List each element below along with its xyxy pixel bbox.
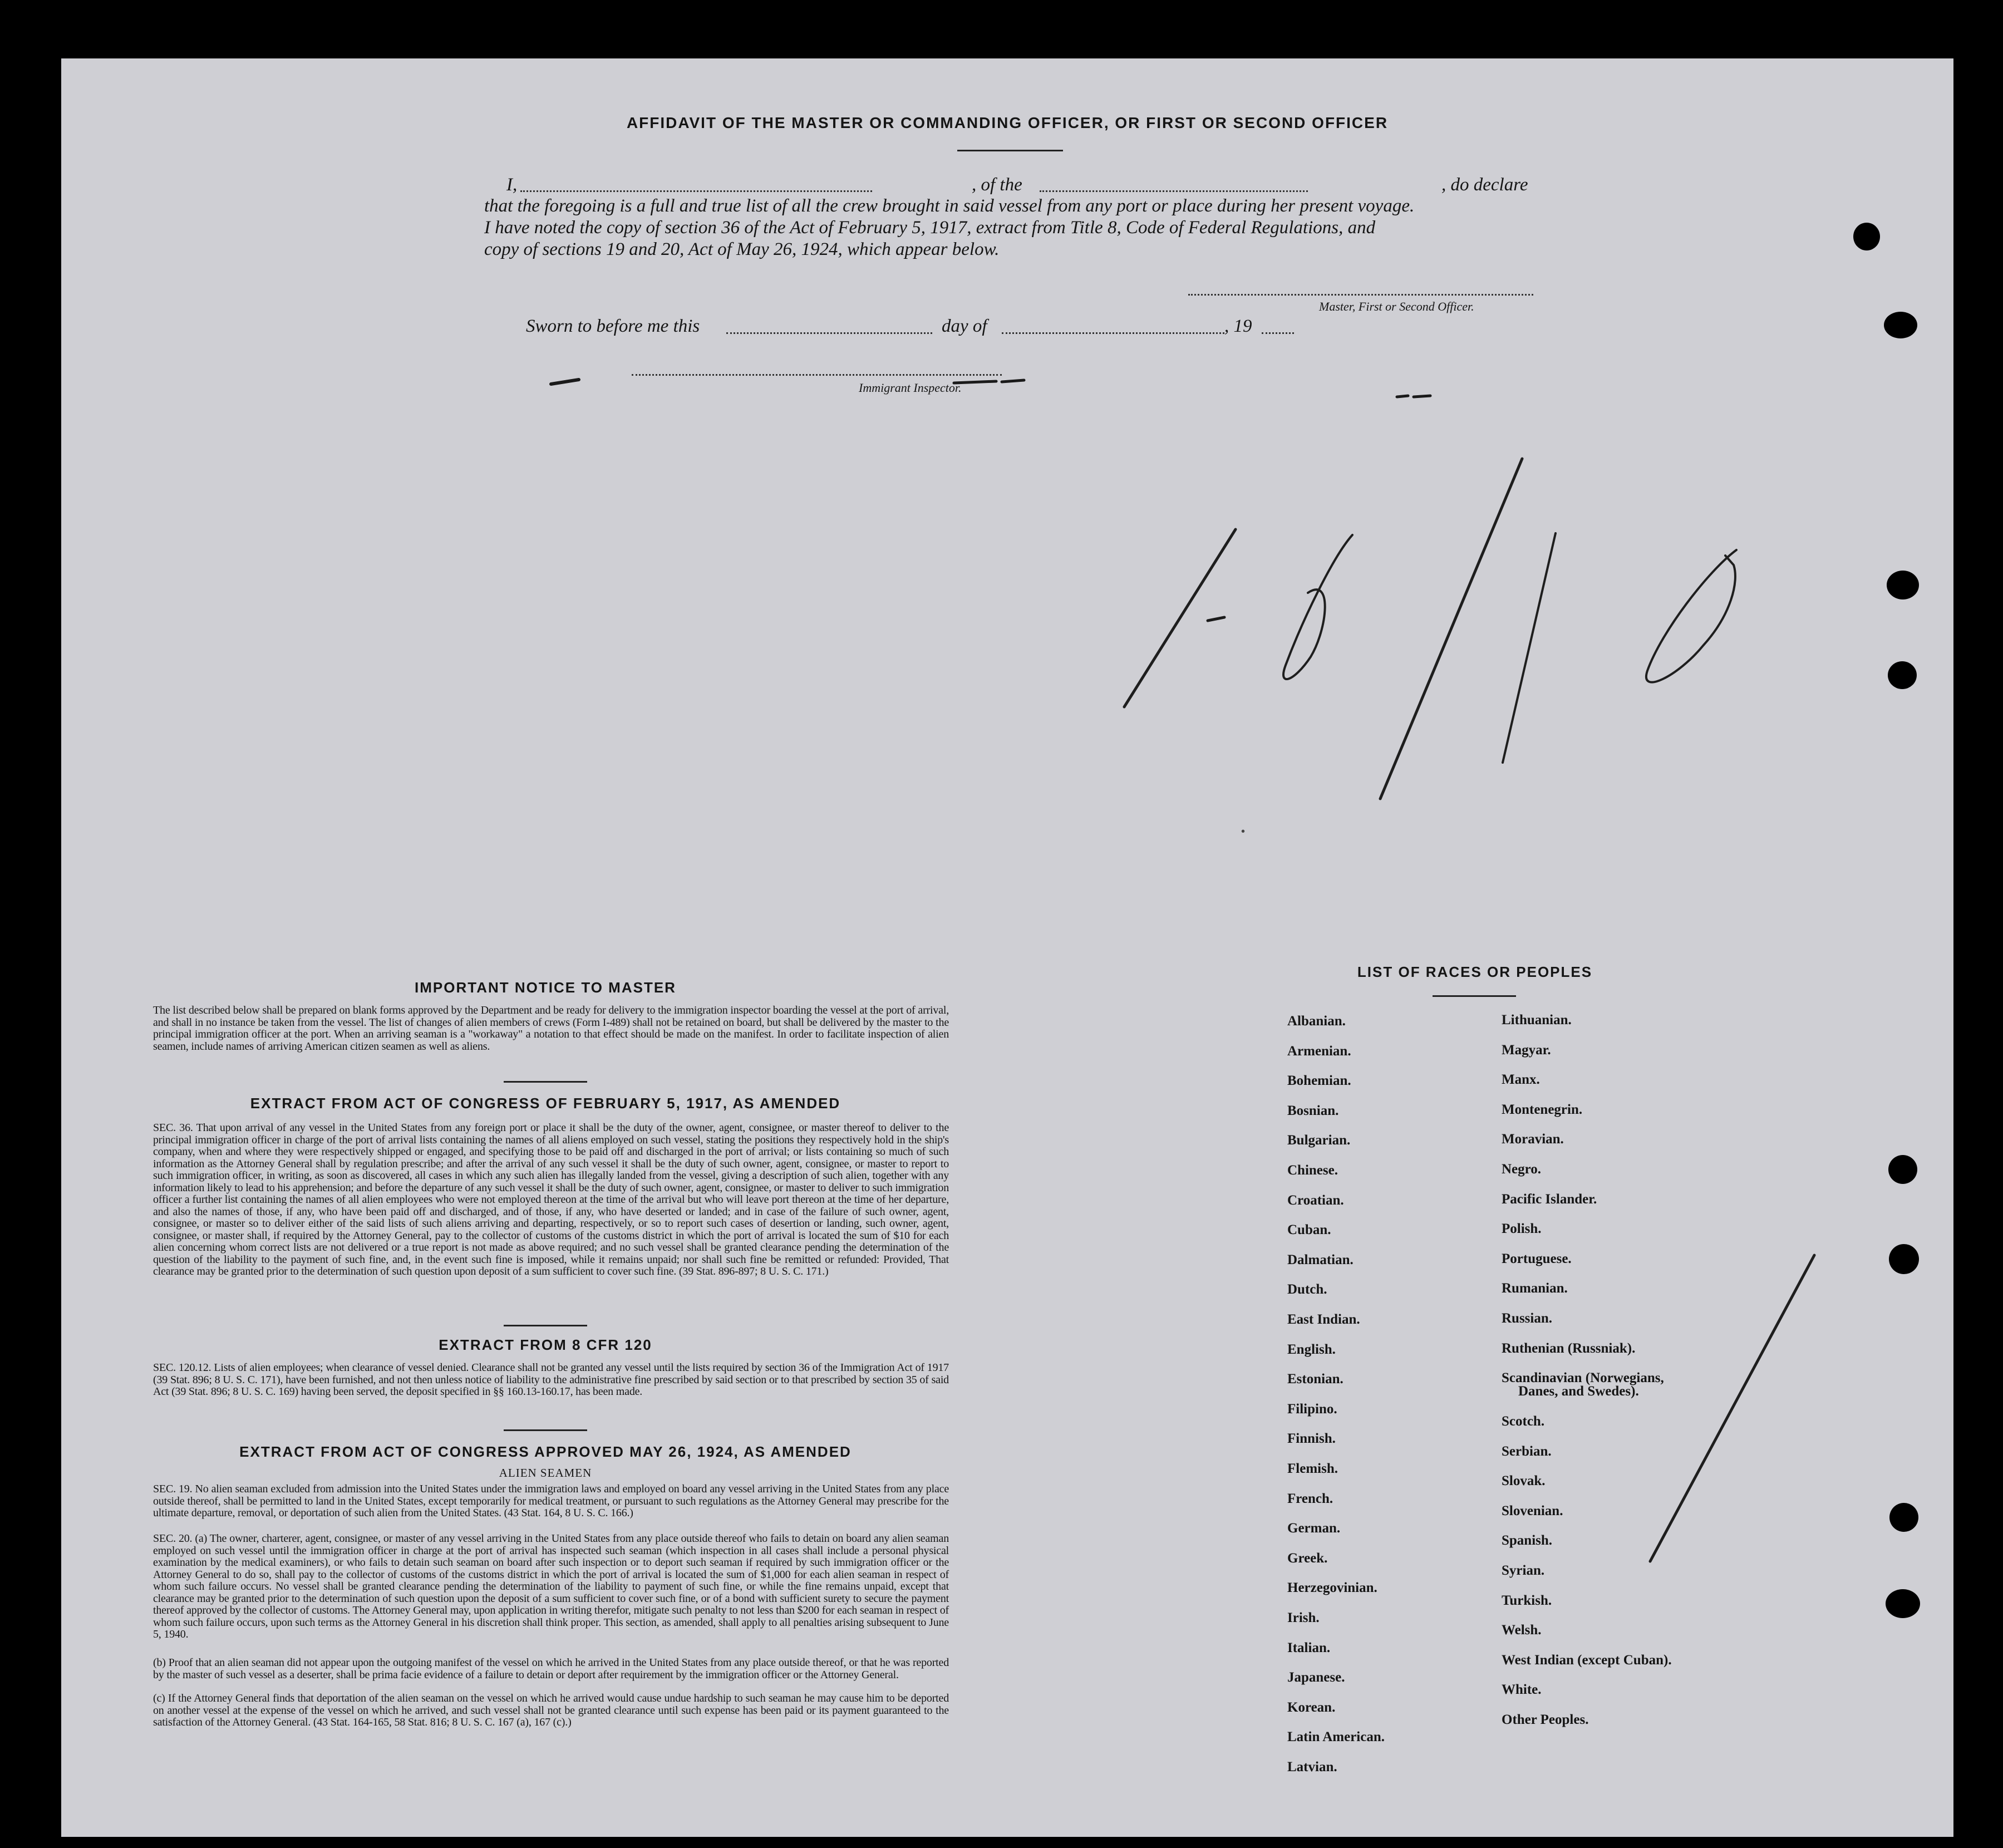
affidavit-line-1: that the foregoing is a full and true list of all the crew brought in said vessel from any port or place during her present voyage.: [484, 196, 1415, 216]
race-item: Serbian.: [1502, 1443, 1552, 1459]
race-item: Ruthenian (Russniak).: [1502, 1340, 1636, 1356]
race-item: Bulgarian.: [1287, 1133, 1351, 1148]
race-item: Magyar.: [1502, 1042, 1551, 1058]
race-item: West Indian (except Cuban).: [1502, 1652, 1672, 1668]
master-signature-label: Master, First or Second Officer.: [1319, 299, 1474, 313]
i-label: I,: [506, 175, 518, 195]
race-item: German.: [1287, 1521, 1341, 1536]
extract-1924-sec20b: (b) Proof that an alien seaman did not appear upon the outgoing manifest of the vessel on which he arrived in the United States from any place outside thereof, or that he was reported by the master of such vessel as a deserter, shall be prima facie evidence of a failure to detain or deport after requirement by the immigration officer or the Attorney General.: [153, 1657, 949, 1681]
sworn-label: Sworn to before me this: [526, 316, 700, 336]
race-item: Armenian.: [1287, 1043, 1351, 1059]
extract-1917-text: SEC. 36. That upon arrival of any vessel in the United States from any foreign port or place it shall be the duty of the owner, agent, consignee, or master thereof to deliver to the principal immigration officer in charge of the port of arrival lists containing the names of all aliens employed on such vessel, stating the positions they respectively hold in the ship's company, when and where they were respectively shipped or engaged, and specifying those to be paid off and discharged in the port of arrival; or lists containing so much of such information as the Attorney General shall by regulation prescribe; and after the arrival of any such vessel it shall be the duty of such owner, agent, consignee, or master to report to such immigration officer, in writing, as soon as discovered, all cases in which any such alien has illegally landed from the vessel, giving a description of such alien, together with any information likely to lead to his apprehension; and before the departure of any such vessel it shall be the duty of such owner, agent, consignee, or master to deliver to such immigration officer a further list containing the names of all alien employees who were not employed thereon at the time of the arrival but who will leave port thereon at the time of her departure, and also the names of those, if any, who have been paid off and discharged, and of those, if any, who have deserted or landed; and in case of the failure of such owner, agent, consignee, or master so to deliver either of the said lists of such aliens arriving and departing, respectively, or so to report such cases of desertion or landing, such owner, agent, consignee, or master shall, if required by the Attorney General, pay to the collector of customs of the customs district in which the port of arrival is located the sum of $10 for each alien concerning whom correct lists are not delivered or a true report is not made as above required; and no such vessel shall be granted clearance pending the determination of the question of the liability to the payment of such fine, and, in the event such fine is imposed, while it remains unpaid; nor shall such fine be remitted or refunded: Provided, That clearance may be granted prior to the determination of such question upon deposit of a sum sufficient to cover such fine. (39 Stat. 896-897; 8 U. S. C. 171.): [153, 1122, 949, 1277]
race-item: Dutch.: [1287, 1282, 1327, 1297]
extract-1924-sec20a: SEC. 20. (a) The owner, charterer, agent, consignee, or master of any vessel arriving in the United States from any place outside thereof who fails to detain on board any alien seaman employed on such vessel until the immigration officer in charge at the port of arrival has inspected such seaman (which inspection in all cases shall include a personal physical examination by the medical examiners), or who fails to detain such seaman on board after such inspection or to deport such seaman if required by such immigration officer or the Attorney General to do so, shall pay to the collector of customs of the customs district in which the port of arrival is located the sum of $1,000 for each alien seaman in respect of whom such failure occurs. No vessel shall be granted clearance pending the determination of the liability to payment of such fine, or while the fine remains unpaid, except that clearance may be granted prior to the determination of such question upon the deposit of a sum sufficient to cover such fine, or of a bond with sufficient surety to secure the payment thereof approved by the collector of customs. The Attorney General may, upon application in writing therefor, mitigate such penalty to not less than $200 for each seaman in respect of whom such failure occurs, upon such terms as the Attorney General in his discretion shall think proper. This section, as amended, shall apply to all penalties arising subsequent to June 5, 1940.: [153, 1532, 949, 1640]
race-item: Herzegovinian.: [1287, 1580, 1377, 1596]
race-item: Slovak.: [1502, 1473, 1546, 1489]
race-item: Negro.: [1502, 1162, 1542, 1177]
race-item: Portuguese.: [1502, 1251, 1572, 1266]
affidavit-title: AFFIDAVIT OF THE MASTER OR COMMANDING OFFICER, OR FIRST OR SECOND OFFICER: [626, 114, 1389, 131]
race-item: Rumanian.: [1502, 1281, 1568, 1296]
race-item: Greek.: [1287, 1550, 1328, 1566]
affidavit-line-3: copy of sections 19 and 20, Act of May 26, 1924, which appear below.: [484, 239, 1000, 259]
race-item: English.: [1287, 1341, 1336, 1357]
race-item: Japanese.: [1287, 1670, 1345, 1685]
stray-dot: •: [1241, 825, 1246, 838]
notice-title: IMPORTANT NOTICE TO MASTER: [415, 979, 676, 996]
race-item: Chinese.: [1287, 1163, 1338, 1178]
binder-hole: [1884, 312, 1917, 338]
race-item: Latvian.: [1287, 1759, 1337, 1775]
binder-hole: [1853, 223, 1880, 250]
form-page: [61, 58, 1953, 1837]
binder-hole: [1889, 1244, 1919, 1274]
race-item: Bohemian.: [1287, 1073, 1351, 1089]
extract-cfr-text: SEC. 120.12. Lists of alien employees; when clearance of vessel denied. Clearance shall not be granted any vessel until the lists required by section 36 of the Immigration Act of 1917 (39 Stat. 896; 8 U. S. C. 171), have been furnished, and not then unless notice of liability to the administrative fine prescribed by said section or to that prescribed by section 35 of said Act (39 Stat. 896; 8 U. S. C. 169) having been served, the deposit specified in §§ 160.13-160.17, has been made.: [153, 1362, 949, 1398]
race-item: Danes, and Swedes).: [1518, 1384, 1639, 1399]
race-item: Syrian.: [1502, 1562, 1545, 1578]
notice-text: The list described below shall be prepared on blank forms approved by the Department and be ready for delivery to the immigration inspector boarding the vessel at the port of arrival, and shall in no instance be taken from the vessel. The list of changes of alien members of crews (Form I-489) shall not be retained on board, but shall be delivered by the master to the principal immigration officer at the port. When an arriving seaman is a "workaway" a notation to that effect should be made on the manifest. In order to facilitate inspection of alien seamen, include names of arriving American citizen seamen as well as aliens.: [153, 1004, 949, 1053]
race-item: Montenegrin.: [1502, 1102, 1583, 1117]
race-item: Albanian.: [1287, 1014, 1346, 1029]
race-item: Other Peoples.: [1502, 1712, 1589, 1727]
annotation-1010: [1124, 459, 1814, 1561]
inspector-signature-label: Immigrant Inspector.: [859, 381, 962, 395]
races-title: LIST OF RACES OR PEOPLES: [1357, 964, 1593, 980]
race-item: Latin American.: [1287, 1729, 1385, 1745]
extract-1917-title: EXTRACT FROM ACT OF CONGRESS OF FEBRUARY 5, 1917, AS AMENDED: [250, 1095, 841, 1112]
race-item: Flemish.: [1287, 1461, 1338, 1476]
race-item: Scandinavian (Norwegians,: [1502, 1370, 1664, 1386]
race-item: Irish.: [1287, 1610, 1320, 1625]
handwriting-marks: [61, 58, 1953, 1837]
binder-hole: [1887, 571, 1919, 599]
of-the-label: , of the: [972, 175, 1022, 195]
race-item: Croatian.: [1287, 1192, 1344, 1208]
race-item: Russian.: [1502, 1311, 1553, 1326]
do-declare-label: , do declare: [1441, 175, 1528, 195]
race-item: Dalmatian.: [1287, 1252, 1354, 1267]
race-item: Scotch.: [1502, 1413, 1545, 1429]
binder-hole: [1889, 1503, 1918, 1532]
race-item: Bosnian.: [1287, 1103, 1339, 1118]
race-item: French.: [1287, 1491, 1333, 1506]
race-item: East Indian.: [1287, 1312, 1360, 1327]
race-item: Filipino.: [1287, 1401, 1337, 1417]
binder-hole: [1888, 1155, 1917, 1184]
race-item: Pacific Islander.: [1502, 1191, 1597, 1207]
race-item: Slovenian.: [1502, 1503, 1563, 1518]
race-item: Estonian.: [1287, 1372, 1343, 1387]
race-item: Cuban.: [1287, 1222, 1331, 1238]
race-item: Turkish.: [1502, 1593, 1552, 1608]
race-item: Polish.: [1502, 1221, 1542, 1237]
extract-1924-sec19: SEC. 19. No alien seaman excluded from admission into the United States under the immigration laws and employed on board any vessel arriving in the United States from any place outside thereof, shall be permitted to land in the United States, except temporarily for medical treatment, or pursuant to such regulations as the Attorney General may prescribe for the ultimate departure, removal, or deportation of such alien from the United States. (43 Stat. 164, 8 U. S. C. 166.): [153, 1483, 949, 1519]
year-prefix: , 19: [1224, 316, 1252, 336]
race-item: Finnish.: [1287, 1431, 1336, 1447]
extract-1924-sec20c: (c) If the Attorney General finds that deportation of the alien seaman on the vessel on which he arrived would cause undue hardship to such seaman he may cause him to be deported on another vessel at the expense of the vessel on which he arrived, and such vessel shall not be granted clearance until such expense has been paid or its payment guaranteed to the satisfaction of the Attorney General. (43 Stat. 164-165, 58 Stat. 816; 8 U. S. C. 167 (a), 167 (c).): [153, 1692, 949, 1728]
affidavit-line-2: I have noted the copy of section 36 of the Act of February 5, 1917, extract from Title 8, Code of Federal Regulations, and: [484, 218, 1376, 238]
race-item: Welsh.: [1502, 1623, 1542, 1638]
race-item: Italian.: [1287, 1640, 1331, 1655]
race-item: Spanish.: [1502, 1533, 1553, 1549]
race-item: Lithuanian.: [1502, 1013, 1572, 1028]
day-of-label: day of: [942, 316, 987, 336]
race-item: Manx.: [1502, 1072, 1540, 1088]
race-item: Korean.: [1287, 1699, 1336, 1715]
extract-1924-title: EXTRACT FROM ACT OF CONGRESS APPROVED MAY 26, 1924, AS AMENDED: [239, 1443, 852, 1460]
race-item: White.: [1502, 1682, 1542, 1698]
race-item: Moravian.: [1502, 1132, 1564, 1147]
extract-1924-subtitle: ALIEN SEAMEN: [499, 1466, 592, 1480]
extract-cfr-title: EXTRACT FROM 8 CFR 120: [439, 1336, 652, 1353]
binder-hole: [1886, 1589, 1920, 1618]
binder-hole: [1888, 661, 1917, 689]
